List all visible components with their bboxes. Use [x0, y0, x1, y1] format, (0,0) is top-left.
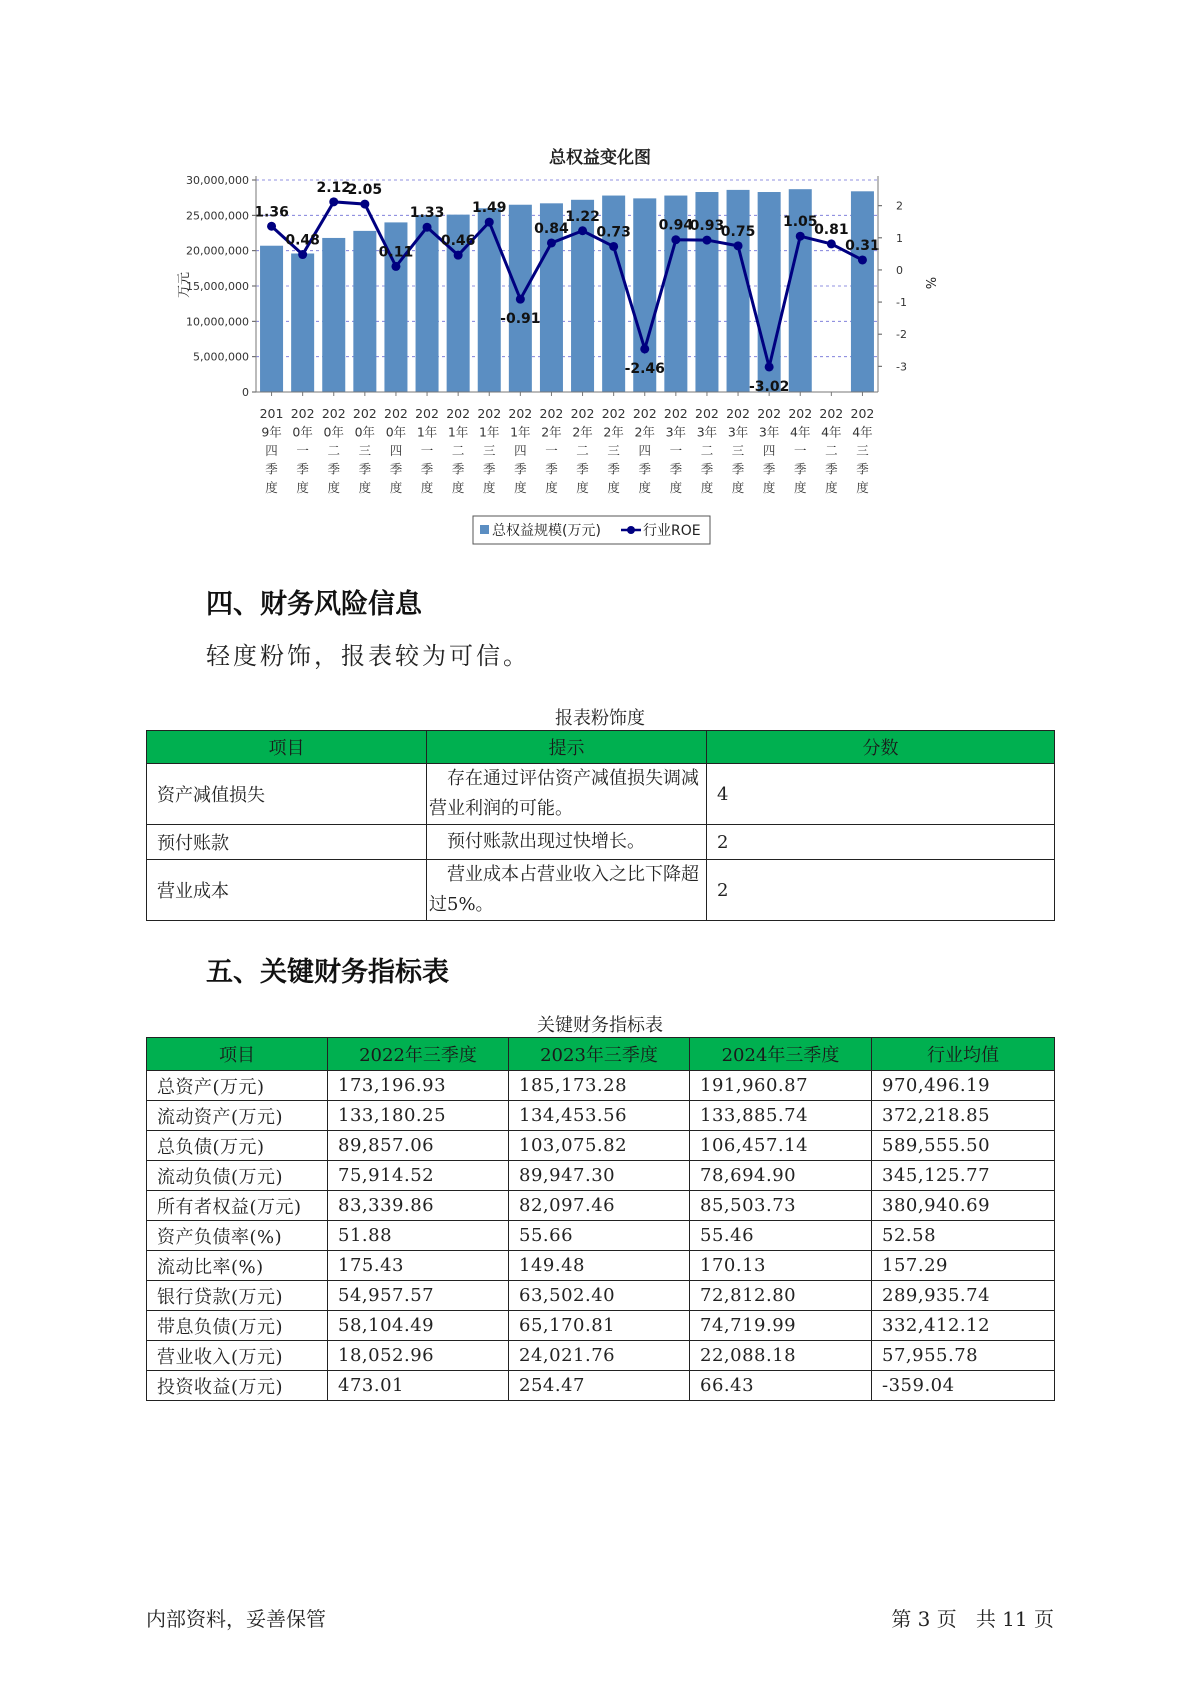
roe-data-label: 1.05 [782, 214, 818, 231]
section5-title: 五、关键财务指标表 [206, 957, 449, 988]
value-cell: -359.04 [872, 1371, 1055, 1401]
row-label-cell: 所有者权益(万元) [147, 1191, 328, 1221]
roe-data-label: 2.05 [347, 182, 383, 199]
y-left-axis-label: 万元 [177, 271, 192, 299]
value-cell: 254.47 [509, 1371, 690, 1401]
table-row [147, 1161, 1055, 1191]
x-tick-label: 202 3年一季度 [663, 406, 688, 495]
value-cell: 54,957.57 [328, 1281, 509, 1311]
value-cell: 78,694.90 [690, 1161, 872, 1191]
row-label-cell: 营业收入(万元) [147, 1341, 328, 1371]
value-cell: 55.46 [690, 1221, 872, 1251]
roe-point [267, 222, 276, 231]
header-cell: 2022年三季度 [328, 1038, 509, 1071]
roe-data-label: -0.91 [500, 311, 541, 328]
table-row [147, 1281, 1055, 1311]
value-cell: 58,104.49 [328, 1311, 509, 1341]
table-cell: 营业成本 [147, 860, 427, 921]
x-tick-label: 202 3年三季度 [726, 406, 750, 495]
table-row [147, 825, 1055, 860]
table-row [147, 1311, 1055, 1341]
chart-legend [473, 516, 710, 544]
table-row [147, 1341, 1055, 1371]
roe-point [734, 241, 743, 250]
x-tick-label: 202 2年一季度 [539, 406, 564, 495]
chart-x-ticks [260, 392, 875, 495]
bar [416, 215, 439, 392]
value-cell: 133,885.74 [690, 1101, 872, 1131]
row-label-cell: 投资收益(万元) [147, 1371, 328, 1401]
table-cell: 预付账款出现过快增长。 [427, 825, 707, 860]
value-cell: 63,502.40 [509, 1281, 690, 1311]
value-cell: 82,097.46 [509, 1191, 690, 1221]
table-row [147, 1251, 1055, 1281]
value-cell: 170.13 [690, 1251, 872, 1281]
header-cell: 2024年三季度 [690, 1038, 872, 1071]
y-right-tick-label: -3 [896, 360, 907, 374]
x-tick-label: 202 0年二季度 [321, 406, 346, 495]
roe-point [391, 262, 400, 271]
equity-chart [170, 140, 1030, 600]
roe-point [609, 242, 618, 251]
table-row [147, 1191, 1055, 1221]
bar [851, 191, 874, 392]
x-tick-label: 202 2年三季度 [601, 406, 626, 495]
x-tick-label: 202 4年三季度 [850, 406, 875, 495]
bar [322, 238, 345, 392]
x-tick-label: 202 2年四季度 [632, 406, 657, 495]
roe-data-label: 1.22 [565, 208, 600, 225]
value-cell: 22,088.18 [690, 1341, 872, 1371]
bar [291, 253, 314, 392]
x-tick-label: 202 0年一季度 [290, 406, 315, 495]
row-label-cell: 总负债(万元) [147, 1131, 328, 1161]
roe-data-label: -3.02 [748, 378, 790, 395]
value-cell: 134,453.56 [509, 1101, 690, 1131]
value-cell: 970,496.19 [872, 1071, 1055, 1101]
roe-data-label: 0.48 [285, 232, 320, 249]
value-cell: 89,947.30 [509, 1161, 690, 1191]
table-row [147, 1371, 1055, 1401]
value-cell: 185,173.28 [509, 1071, 690, 1101]
x-tick-label: 202 4年一季度 [788, 406, 813, 495]
roe-point [796, 232, 805, 241]
header-cell: 项目 [147, 731, 427, 764]
value-cell: 75,914.52 [328, 1161, 509, 1191]
value-cell: 106,457.14 [690, 1131, 872, 1161]
roe-data-label: -2.46 [624, 360, 665, 377]
value-cell: 149.48 [509, 1251, 690, 1281]
table-row [147, 1131, 1055, 1161]
y-right-tick-label: 0 [896, 263, 903, 277]
footer-left: 内部资料，妥善保管 [146, 1607, 326, 1631]
header-cell: 2023年三季度 [509, 1038, 690, 1071]
risk-table-caption: 报表粉饰度 [555, 708, 645, 729]
y-left-tick-label: 0 [242, 386, 249, 399]
value-cell: 18,052.96 [328, 1341, 509, 1371]
table-cell: 预付账款 [147, 825, 427, 860]
value-cell: 55.66 [509, 1221, 690, 1251]
roe-data-label: 0.75 [720, 223, 756, 240]
x-tick-label: 202 1年一季度 [415, 406, 439, 495]
y-left-tick-label: 20,000,000 [186, 244, 249, 258]
roe-data-label: 0.81 [814, 221, 849, 238]
roe-point [360, 200, 369, 209]
value-cell: 332,412.12 [872, 1311, 1055, 1341]
y-left-tick-label: 10,000,000 [186, 315, 249, 329]
y-right-tick-label: 2 [896, 199, 903, 213]
value-cell: 83,339.86 [328, 1191, 509, 1221]
value-cell: 74,719.99 [690, 1311, 872, 1341]
roe-data-label: 0.11 [378, 244, 414, 261]
roe-point [765, 362, 774, 371]
x-tick-label: 201 9年四季度 [259, 406, 284, 495]
row-label-cell: 银行贷款(万元) [147, 1281, 328, 1311]
x-tick-label: 202 0年三季度 [352, 406, 377, 495]
row-label-cell: 带息负债(万元) [147, 1311, 328, 1341]
table-row [147, 1071, 1055, 1101]
table-row [147, 860, 1055, 921]
table-cell: 4 [707, 764, 1055, 825]
value-cell: 51.88 [328, 1221, 509, 1251]
roe-data-label: 2.12 [316, 179, 352, 196]
bar [353, 231, 376, 392]
table-cell: 2 [707, 825, 1055, 860]
roe-point [298, 250, 307, 259]
row-label-cell: 流动比率(%) [147, 1251, 328, 1281]
value-cell: 173,196.93 [328, 1071, 509, 1101]
row-label-cell: 流动资产(万元) [147, 1101, 328, 1131]
value-cell: 24,021.76 [509, 1341, 690, 1371]
value-cell: 473.01 [328, 1371, 509, 1401]
value-cell: 191,960.87 [690, 1071, 872, 1101]
value-cell: 372,218.85 [872, 1101, 1055, 1131]
table-cell: 2 [707, 860, 1055, 921]
roe-point [423, 223, 432, 232]
roe-data-label: 1.33 [409, 205, 445, 222]
roe-data-label: 0.94 [658, 217, 694, 234]
value-cell: 175.43 [328, 1251, 509, 1281]
y-left-tick-label: 25,000,000 [186, 209, 249, 223]
legend-bar-label: 总权益规模(万元) [492, 523, 601, 539]
x-tick-label: 202 1年四季度 [508, 406, 533, 495]
x-tick-label: 202 3年二季度 [695, 406, 719, 495]
table-header-row [147, 1038, 1055, 1071]
footer-page-number: 第 3 页 共 11 页 [891, 1607, 1054, 1631]
roe-point [485, 218, 494, 227]
x-tick-label: 202 4年二季度 [819, 406, 844, 495]
header-cell: 分数 [707, 731, 1055, 764]
legend-line-label: 行业ROE [643, 523, 701, 539]
value-cell: 103,075.82 [509, 1131, 690, 1161]
y-right-tick-label: -1 [896, 296, 907, 310]
table-row [147, 1101, 1055, 1131]
x-tick-label: 202 1年二季度 [446, 406, 471, 495]
section4-title: 四、财务风险信息 [206, 589, 422, 620]
value-cell: 85,503.73 [690, 1191, 872, 1221]
y-left-tick-label: 30,000,000 [186, 174, 249, 187]
roe-point [702, 236, 711, 245]
roe-point [516, 295, 525, 304]
x-tick-label: 202 1年三季度 [477, 406, 502, 495]
section4-text: 轻度粉饰，报表较为可信。 [206, 642, 530, 670]
row-label-cell: 流动负债(万元) [147, 1161, 328, 1191]
kpi-table [146, 1037, 1055, 1401]
value-cell: 72,812.80 [690, 1281, 872, 1311]
x-tick-label: 202 0年四季度 [384, 406, 408, 495]
value-cell: 380,940.69 [872, 1191, 1055, 1221]
legend-bar-swatch [480, 525, 489, 534]
kpi-table-caption: 关键财务指标表 [537, 1015, 663, 1036]
bar [727, 190, 750, 392]
y-left-tick-label: 5,000,000 [193, 350, 249, 364]
roe-data-label: 0.46 [440, 233, 476, 250]
value-cell: 589,555.50 [872, 1131, 1055, 1161]
y-left-tick-label: 15,000,000 [186, 280, 249, 293]
roe-point [547, 238, 556, 247]
value-cell: 52.58 [872, 1221, 1055, 1251]
roe-point [454, 251, 463, 260]
chart-title: 总权益变化图 [549, 148, 651, 168]
value-cell: 289,935.74 [872, 1281, 1055, 1311]
roe-data-label: 0.73 [596, 224, 631, 241]
legend-line-swatch [627, 526, 635, 534]
roe-data-label: 0.31 [845, 237, 880, 254]
x-tick-label: 202 3年四季度 [757, 406, 782, 495]
bar [260, 246, 283, 392]
header-cell: 提示 [427, 731, 707, 764]
table-row [147, 1221, 1055, 1251]
value-cell: 345,125.77 [872, 1161, 1055, 1191]
table-cell: 存在通过评估资产减值损失调减营业利润的可能。 [427, 764, 707, 825]
x-tick-label: 202 2年二季度 [570, 406, 595, 495]
risk-table [146, 730, 1055, 921]
header-cell: 行业均值 [872, 1038, 1055, 1071]
roe-point [858, 255, 867, 264]
value-cell: 66.43 [690, 1371, 872, 1401]
y-right-tick-label: -2 [896, 328, 907, 342]
roe-point [671, 235, 680, 244]
roe-data-label: 0.93 [689, 218, 725, 235]
roe-point [827, 239, 836, 248]
value-cell: 157.29 [872, 1251, 1055, 1281]
row-label-cell: 资产负债率(%) [147, 1221, 328, 1251]
header-cell: 项目 [147, 1038, 328, 1071]
table-row [147, 764, 1055, 825]
table-cell: 营业成本占营业收入之比下降超过5%。 [427, 860, 707, 921]
roe-point [640, 344, 649, 353]
roe-point [329, 197, 338, 206]
bar [478, 208, 501, 392]
y-right-axis-label: % [922, 276, 937, 290]
table-header-row [147, 731, 1055, 764]
y-right-tick-label: 1 [896, 231, 903, 245]
row-label-cell: 总资产(万元) [147, 1071, 328, 1101]
table-cell: 资产减值损失 [147, 764, 427, 825]
value-cell: 89,857.06 [328, 1131, 509, 1161]
roe-data-label: 1.36 [254, 204, 289, 221]
roe-data-label: 1.49 [471, 200, 507, 217]
value-cell: 133,180.25 [328, 1101, 509, 1131]
value-cell: 65,170.81 [509, 1311, 690, 1341]
value-cell: 57,955.78 [872, 1341, 1055, 1371]
roe-data-label: 0.84 [534, 220, 569, 237]
roe-point [578, 226, 587, 235]
